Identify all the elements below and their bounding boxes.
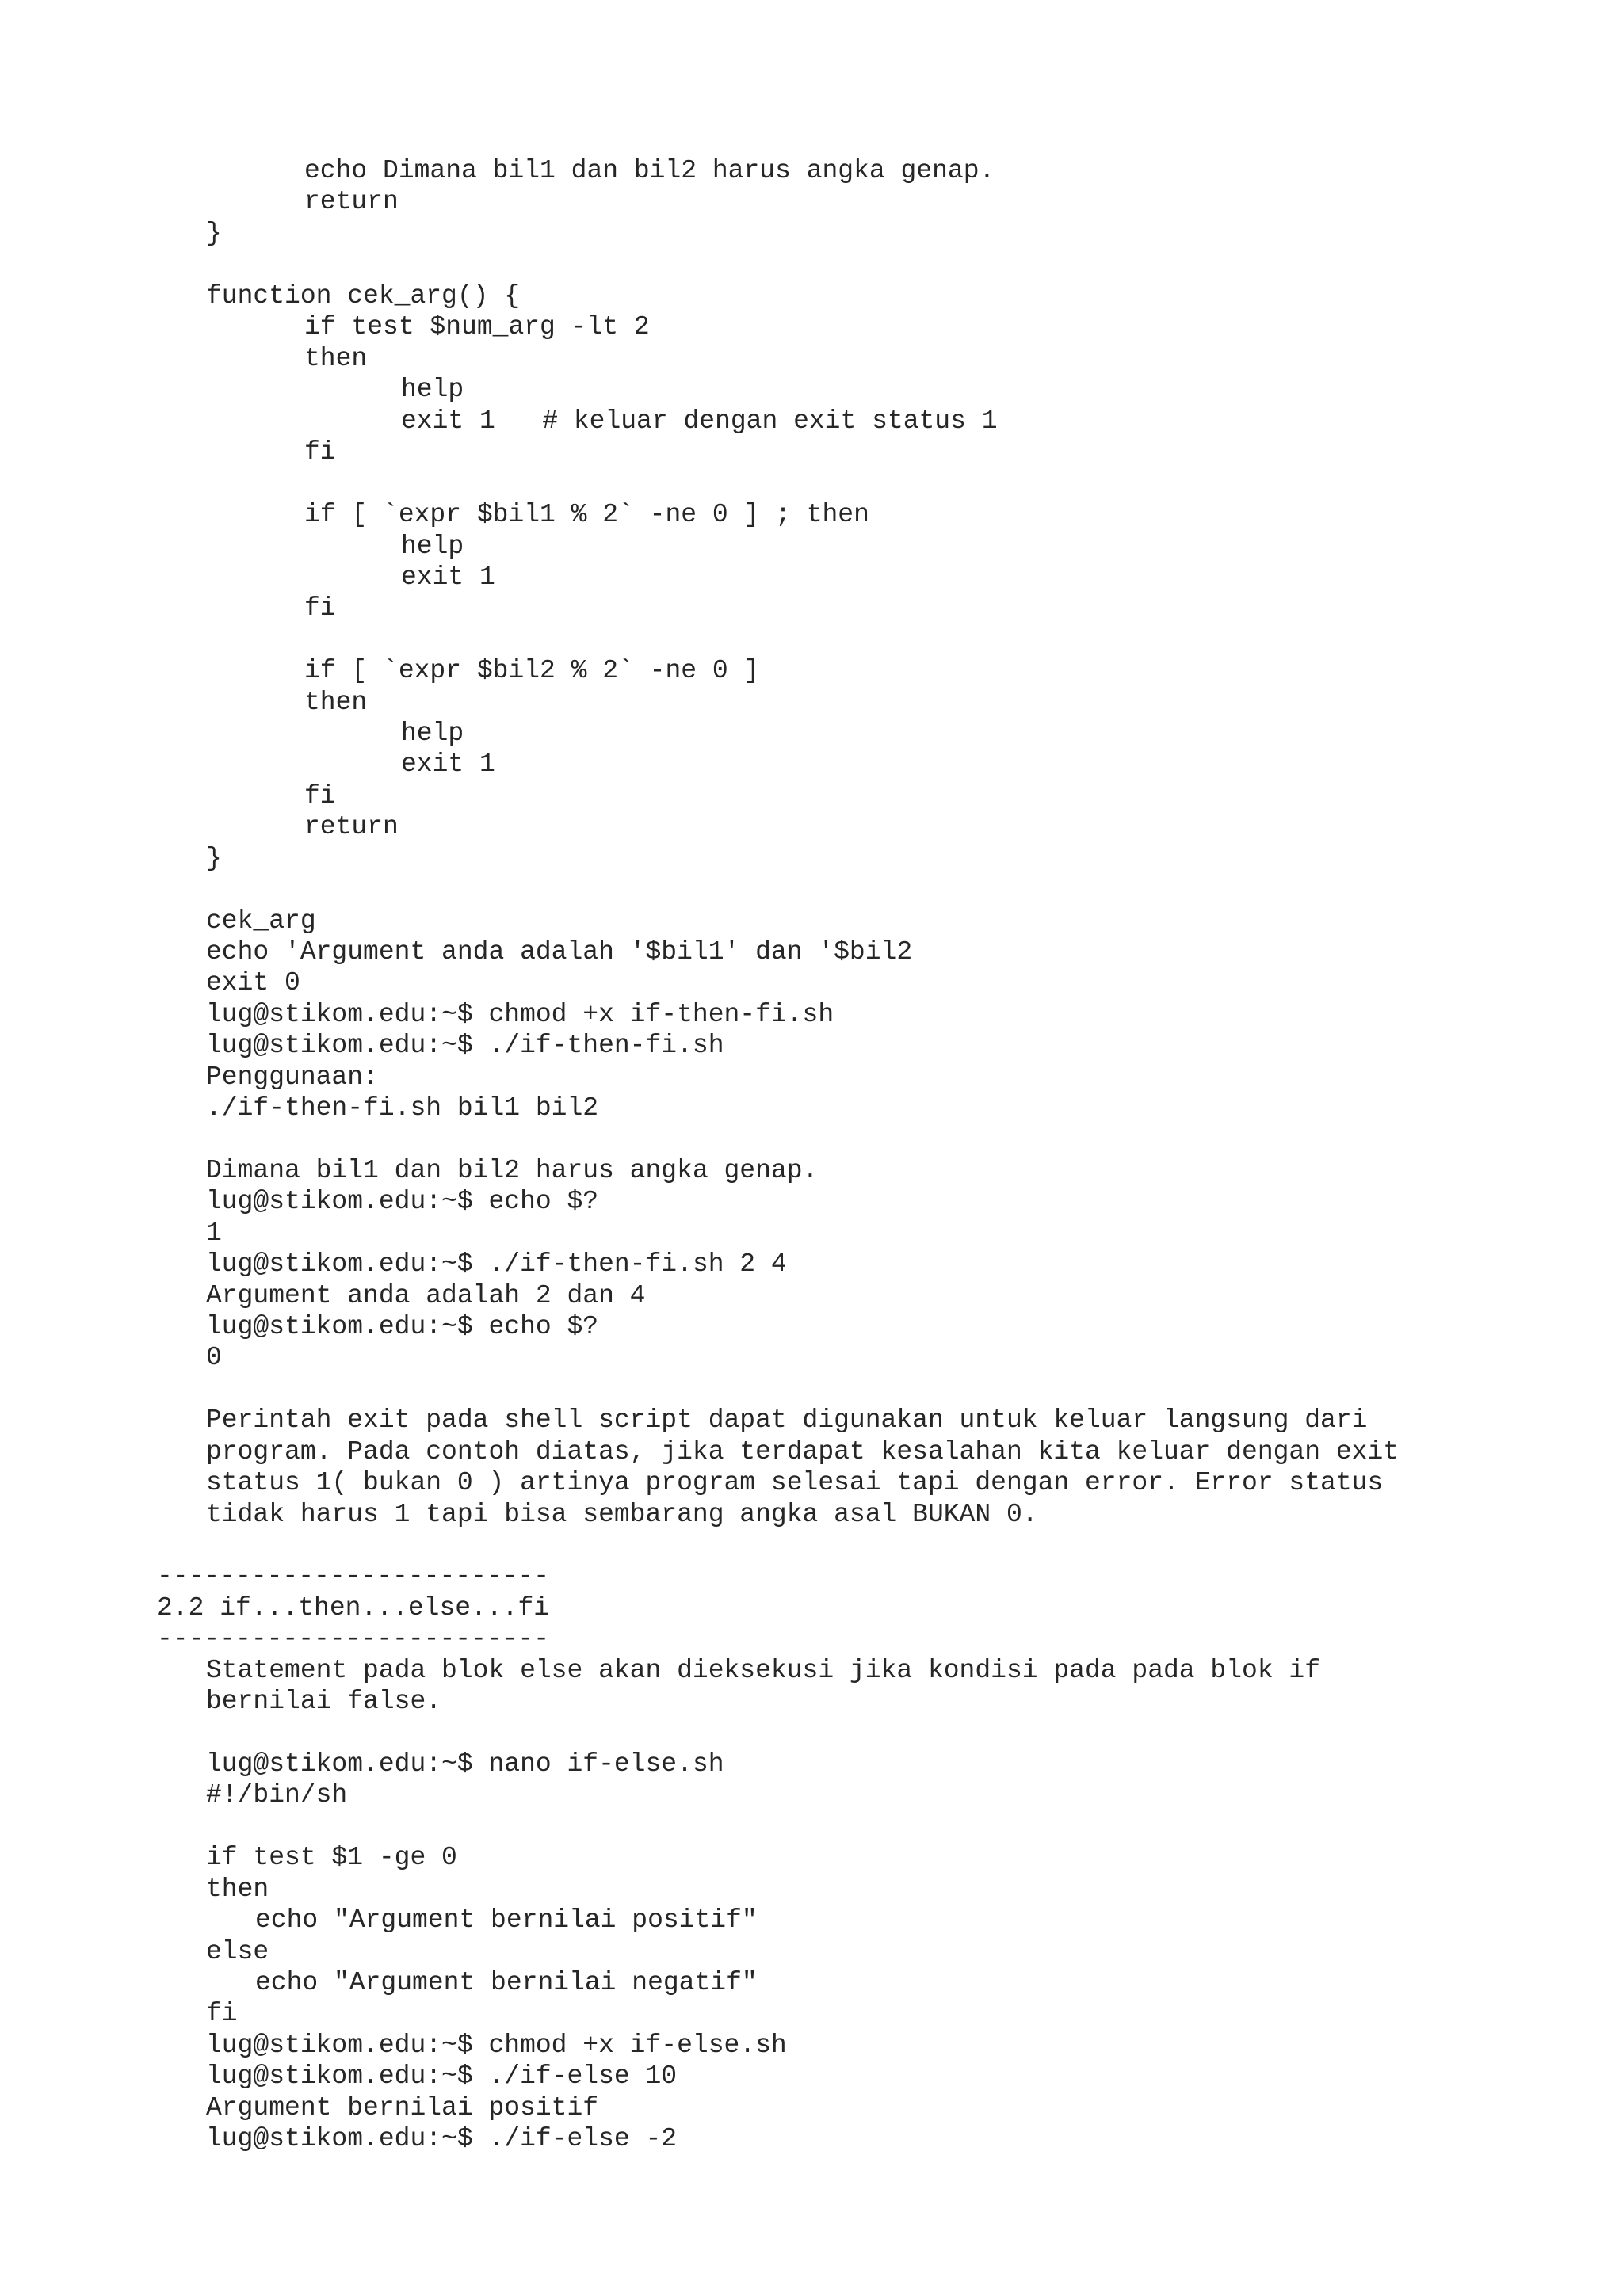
code-line: cek_arg	[206, 906, 316, 936]
code-line: lug@stikom.edu:~$ ./if-then-fi.sh 2 4	[206, 1249, 787, 1279]
code-line: then	[304, 344, 368, 373]
code-line: echo "Argument bernilai positif"	[255, 1905, 758, 1935]
code-line: fi	[304, 593, 336, 623]
code-line: #!/bin/sh	[206, 1780, 348, 1810]
code-line: if test $num_arg -lt 2	[304, 312, 650, 341]
section-rule-top: -------------------------	[157, 1562, 550, 1591]
paragraph-line: program. Pada contoh diatas, jika terdapat kesalahan kita keluar dengan exit	[206, 1437, 1400, 1466]
code-line: help	[401, 719, 464, 748]
code-line: lug@stikom.edu:~$ ./if-else -2	[206, 2124, 678, 2153]
code-line: lug@stikom.edu:~$ chmod +x if-then-fi.sh	[206, 1000, 834, 1029]
code-line: if [ `expr $bil2 % 2` -ne 0 ]	[304, 656, 760, 685]
code-line: }	[206, 219, 222, 248]
code-line: Penggunaan:	[206, 1062, 379, 1092]
paragraph-line: bernilai false.	[206, 1687, 442, 1716]
code-line: exit 1	[401, 749, 495, 779]
code-line: fi	[304, 781, 336, 810]
code-line: exit 1	[401, 563, 495, 592]
code-line: exit 1 # keluar dengan exit status 1	[401, 406, 998, 436]
code-line: if test $1 -ge 0	[206, 1843, 457, 1872]
code-line: echo Dimana bil1 dan bil2 harus angka genap.	[304, 156, 995, 185]
code-line: lug@stikom.edu:~$ echo $?	[206, 1312, 599, 1341]
paragraph-line: Perintah exit pada shell script dapat digunakan untuk keluar langsung dari	[206, 1405, 1368, 1435]
code-line: function cek_arg() {	[206, 281, 521, 311]
code-line: 1	[206, 1219, 222, 1248]
code-line: then	[304, 688, 368, 717]
code-line: return	[304, 187, 399, 216]
paragraph-line: status 1( bukan 0 ) artinya program selesai tapi dengan error. Error status	[206, 1468, 1384, 1497]
paragraph-line: Statement pada blok else akan dieksekusi jika kondisi pada pada blok if	[206, 1656, 1321, 1685]
code-line: lug@stikom.edu:~$ ./if-else 10	[206, 2061, 678, 2091]
code-line: then	[206, 1875, 269, 1904]
section-rule-bottom: -------------------------	[157, 1624, 550, 1653]
code-line: lug@stikom.edu:~$ echo $?	[206, 1187, 599, 1216]
code-line: 0	[206, 1343, 222, 1372]
code-line: Argument anda adalah 2 dan 4	[206, 1281, 646, 1310]
code-line: fi	[304, 437, 336, 467]
code-line: ./if-then-fi.sh bil1 bil2	[206, 1093, 599, 1123]
code-line: lug@stikom.edu:~$ chmod +x if-else.sh	[206, 2031, 787, 2060]
code-line: if [ `expr $bil1 % 2` -ne 0 ] ; then	[304, 500, 869, 529]
code-line: return	[304, 812, 399, 841]
code-line: help	[401, 532, 464, 561]
code-line: lug@stikom.edu:~$ nano if-else.sh	[206, 1749, 724, 1779]
code-line: exit 0	[206, 968, 300, 997]
section-title: 2.2 if...then...else...fi	[157, 1593, 550, 1623]
code-line: echo "Argument bernilai negatif"	[255, 1968, 758, 1997]
code-line: Dimana bil1 dan bil2 harus angka genap.	[206, 1156, 819, 1185]
code-line: Argument bernilai positif	[206, 2093, 599, 2122]
code-line: echo 'Argument anda adalah '$bil1' dan '$bil2	[206, 937, 913, 967]
code-line: }	[206, 844, 222, 873]
code-line: else	[206, 1937, 269, 1966]
paragraph-line: tidak harus 1 tapi bisa sembarang angka asal BUKAN 0.	[206, 1500, 1038, 1529]
code-line: fi	[206, 1999, 238, 2028]
code-line: lug@stikom.edu:~$ ./if-then-fi.sh	[206, 1031, 724, 1060]
code-line: help	[401, 375, 464, 404]
